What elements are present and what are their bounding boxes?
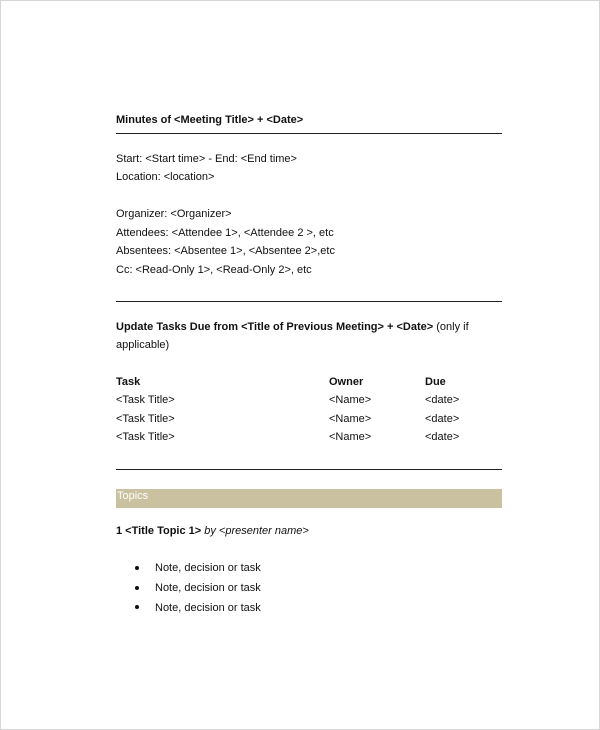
bullet-icon — [135, 586, 139, 590]
table-cell-owner: <Name> — [329, 394, 372, 406]
update-tasks-heading-line2: applicable) — [116, 339, 170, 351]
divider-rule — [116, 301, 502, 302]
table-cell-due: <date> — [425, 413, 460, 425]
divider-rule — [116, 133, 502, 134]
bullet-icon — [135, 605, 139, 609]
table-cell-task: <Task Title> — [116, 431, 175, 443]
table-cell-owner: <Name> — [329, 413, 372, 425]
note-item: Note, decision or task — [155, 582, 261, 594]
update-tasks-heading — [116, 320, 469, 334]
document-title: Minutes of <Meeting Title> + <Date> — [116, 114, 304, 126]
note-item: Note, decision or task — [155, 562, 261, 574]
table-cell-task: <Task Title> — [116, 413, 175, 425]
start-end-line: Start: <Start time> - End: <End time> — [116, 153, 297, 165]
topic-1-title: 1 <Title Topic 1> — [116, 525, 202, 537]
table-cell-task: <Task Title> — [116, 394, 175, 406]
topics-band — [116, 489, 502, 508]
table-header-due: Due — [425, 376, 446, 388]
absentees-line: Absentees: <Absentee 1>, <Absentee 2>,etc — [116, 245, 335, 257]
update-tasks-heading-note: (only if — [433, 321, 469, 333]
table-cell-due: <date> — [425, 431, 460, 443]
topic-1-heading — [116, 524, 309, 538]
divider-rule — [116, 469, 502, 470]
table-header-task: Task — [116, 376, 141, 388]
attendees-line: Attendees: <Attendee 1>, <Attendee 2 >, etc — [116, 227, 334, 239]
cc-line: Cc: <Read-Only 1>, <Read-Only 2>, etc — [116, 264, 312, 276]
table-cell-due: <date> — [425, 394, 460, 406]
organizer-line: Organizer: <Organizer> — [116, 208, 232, 220]
bullet-icon — [135, 566, 139, 570]
location-line: Location: <location> — [116, 171, 215, 183]
update-tasks-heading-bold: Update Tasks Due from <Title of Previous Meeting> + <Date> — [116, 321, 434, 333]
table-cell-owner: <Name> — [329, 431, 372, 443]
topics-band-label: Topics — [117, 490, 149, 502]
table-header-owner: Owner — [329, 376, 364, 388]
note-item: Note, decision or task — [155, 602, 261, 614]
topic-1-presenter: by <presenter name> — [201, 525, 309, 537]
